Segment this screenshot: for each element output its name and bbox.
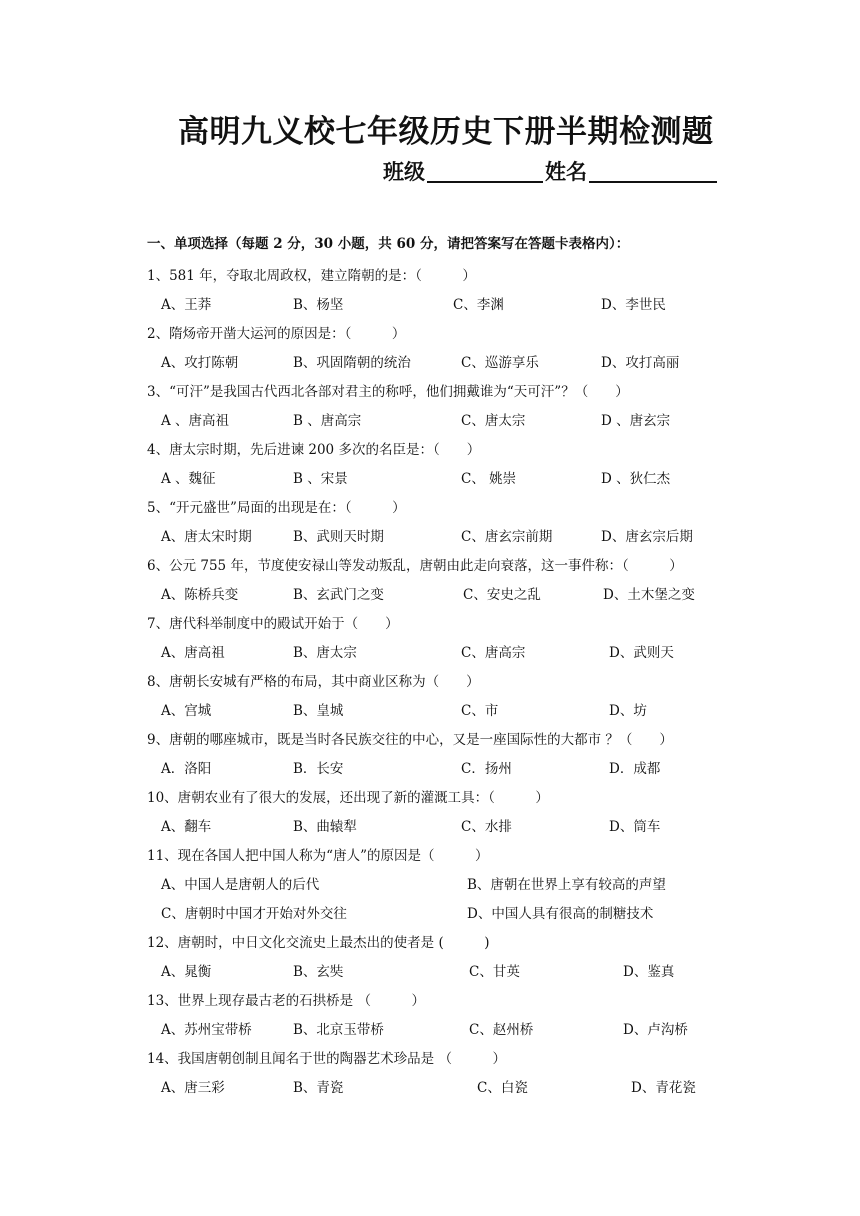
option-b[interactable]: B、皇城 — [293, 703, 344, 719]
option-c[interactable]: C、唐太宗 — [461, 413, 526, 429]
question-8 — [147, 668, 747, 726]
exam-title: 高明九义校七年级历史下册半期检测题 — [178, 114, 714, 150]
question-text: 5、“开元盛世”局面的出现是在：（ ） — [147, 500, 406, 516]
option-c[interactable]: C、 姚崇 — [461, 471, 517, 487]
option-d[interactable]: D、鉴真 — [623, 964, 675, 980]
options-row — [147, 291, 747, 320]
option-c[interactable]: C、安史之乱 — [463, 587, 541, 603]
name-blank[interactable] — [589, 157, 717, 183]
option-a[interactable]: A、中国人是唐朝人的后代 — [161, 877, 320, 893]
option-b[interactable]: B、玄武门之变 — [293, 587, 384, 603]
question-12 — [147, 929, 747, 987]
question-text: 8、唐朝长安城有严格的布局，其中商业区称为（ ） — [147, 674, 480, 690]
option-d[interactable]: D、武则天 — [609, 645, 674, 661]
options-row — [147, 1074, 747, 1103]
option-d[interactable]: D、坊 — [609, 703, 647, 719]
question-9 — [147, 726, 747, 784]
option-a[interactable]: A、唐高祖 — [161, 645, 225, 661]
option-a[interactable]: A、攻打陈朝 — [161, 355, 239, 371]
option-b[interactable]: B、武则天时期 — [293, 529, 384, 545]
option-d[interactable]: D、攻打高丽 — [601, 355, 680, 371]
option-b[interactable]: B 、唐高宗 — [293, 413, 362, 429]
option-d[interactable]: D、中国人具有很高的制糖技术 — [467, 906, 654, 922]
option-b[interactable]: B、唐朝在世界上享有较高的声望 — [467, 877, 666, 893]
option-d[interactable]: D 、狄仁杰 — [601, 471, 671, 487]
question-text: 4、唐太宗时期，先后进谏 200 多次的名臣是：（ ） — [147, 442, 481, 458]
student-info-line — [383, 156, 719, 186]
question-list — [147, 262, 747, 1103]
option-c[interactable]: C、水排 — [461, 819, 512, 835]
options-row — [147, 813, 747, 842]
question-text: 2、隋炀帝开凿大运河的原因是：（ ） — [147, 326, 406, 342]
option-b[interactable]: B、曲辕犁 — [293, 819, 357, 835]
question-text: 14、我国唐朝创制且闻名于世的陶器艺术珍品是 （ ） — [147, 1051, 506, 1067]
question-text: 7、唐代科举制度中的殿试开始于（ ） — [147, 616, 399, 632]
option-a[interactable]: A、翻车 — [161, 819, 212, 835]
option-c[interactable]: C．扬州 — [461, 761, 512, 777]
question-text: 6、公元 755 年，节度使安禄山等发动叛乱，唐朝由此走向衰落，这一事件称：（ ） — [147, 558, 683, 574]
option-a[interactable]: A、王莽 — [161, 297, 212, 313]
question-2 — [147, 320, 747, 378]
options-row — [147, 1016, 747, 1045]
option-c[interactable]: C、赵州桥 — [469, 1022, 534, 1038]
option-d[interactable]: D、卢沟桥 — [623, 1022, 688, 1038]
options-row — [147, 755, 747, 784]
option-a[interactable]: A 、唐高祖 — [161, 413, 230, 429]
name-label: 姓名 — [545, 159, 587, 184]
option-c[interactable]: C、白瓷 — [477, 1080, 528, 1096]
option-d[interactable]: D 、唐玄宗 — [601, 413, 671, 429]
option-c[interactable]: C、甘英 — [469, 964, 520, 980]
question-text: 11、现在各国人把中国人称为“唐人”的原因是（ ） — [147, 848, 489, 864]
option-b[interactable]: B．长安 — [293, 761, 344, 777]
options-row — [147, 871, 747, 900]
question-14 — [147, 1045, 747, 1103]
option-b[interactable]: B、唐太宗 — [293, 645, 357, 661]
options-row — [147, 958, 747, 987]
options-row — [147, 407, 747, 436]
question-text: 1、581 年，夺取北周政权，建立隋朝的是：（ ） — [147, 268, 476, 284]
question-text: 13、世界上现存最古老的石拱桥是 （ ） — [147, 993, 425, 1009]
option-a[interactable]: A、陈桥兵变 — [161, 587, 239, 603]
option-d[interactable]: D、李世民 — [601, 297, 666, 313]
option-a[interactable]: A、唐三彩 — [161, 1080, 225, 1096]
question-text: 9、唐朝的哪座城市，既是当时各民族交往的中心，又是一座国际性的大都市 ？（ ） — [147, 732, 673, 748]
question-1 — [147, 262, 747, 320]
options-row — [147, 697, 747, 726]
question-6 — [147, 552, 747, 610]
class-blank[interactable] — [427, 157, 543, 183]
question-text: 12、唐朝时，中日文化交流史上最杰出的使者是 ( ) — [147, 935, 490, 951]
option-c[interactable]: C、市 — [461, 703, 499, 719]
question-13 — [147, 987, 747, 1045]
option-d[interactable]: D、筒车 — [609, 819, 661, 835]
option-c[interactable]: C、唐玄宗前期 — [461, 529, 553, 545]
option-a[interactable]: A、苏州宝带桥 — [161, 1022, 252, 1038]
class-label: 班级 — [383, 159, 425, 184]
option-d[interactable]: D、唐玄宗后期 — [601, 529, 693, 545]
question-4 — [147, 436, 747, 494]
question-5 — [147, 494, 747, 552]
option-c[interactable]: C、李渊 — [453, 297, 504, 313]
question-text: 10、唐朝农业有了很大的发展，还出现了新的灌溉工具：（ ） — [147, 790, 549, 806]
options-row — [147, 639, 747, 668]
option-b[interactable]: B 、宋景 — [293, 471, 348, 487]
options-row — [147, 523, 747, 552]
options-row — [147, 465, 747, 494]
option-c[interactable]: C、唐朝时中国才开始对外交往 — [161, 906, 347, 922]
option-b[interactable]: B、巩固隋朝的统治 — [293, 355, 411, 371]
option-a[interactable]: A、宫城 — [161, 703, 212, 719]
section-heading: 一、单项选择（每题 2 分，30 小题，共 60 分，请把答案写在答题卡表格内）： — [147, 236, 630, 252]
option-b[interactable]: B、北京玉带桥 — [293, 1022, 384, 1038]
options-row — [147, 900, 747, 929]
options-row — [147, 349, 747, 378]
options-row — [147, 581, 747, 610]
option-d[interactable]: D．成都 — [609, 761, 661, 777]
option-b[interactable]: B、杨坚 — [293, 297, 344, 313]
question-10 — [147, 784, 747, 842]
question-7 — [147, 610, 747, 668]
option-b[interactable]: B、青瓷 — [293, 1080, 344, 1096]
option-d[interactable]: D、土木堡之变 — [603, 587, 695, 603]
option-c[interactable]: C、巡游享乐 — [461, 355, 539, 371]
option-b[interactable]: B、玄奘 — [293, 964, 344, 980]
option-a[interactable]: A、晁衡 — [161, 964, 212, 980]
option-a[interactable]: A 、魏征 — [161, 471, 216, 487]
question-3 — [147, 378, 747, 436]
option-a[interactable]: A．洛阳 — [161, 761, 212, 777]
question-text: 3、“可汗”是我国古代西北各部对君主的称呼，他们拥戴谁为“天可汗”？（ ） — [147, 384, 629, 400]
option-c[interactable]: C、唐高宗 — [461, 645, 526, 661]
option-a[interactable]: A、唐太宋时期 — [161, 529, 252, 545]
option-d[interactable]: D、青花瓷 — [631, 1080, 696, 1096]
question-11 — [147, 842, 747, 929]
